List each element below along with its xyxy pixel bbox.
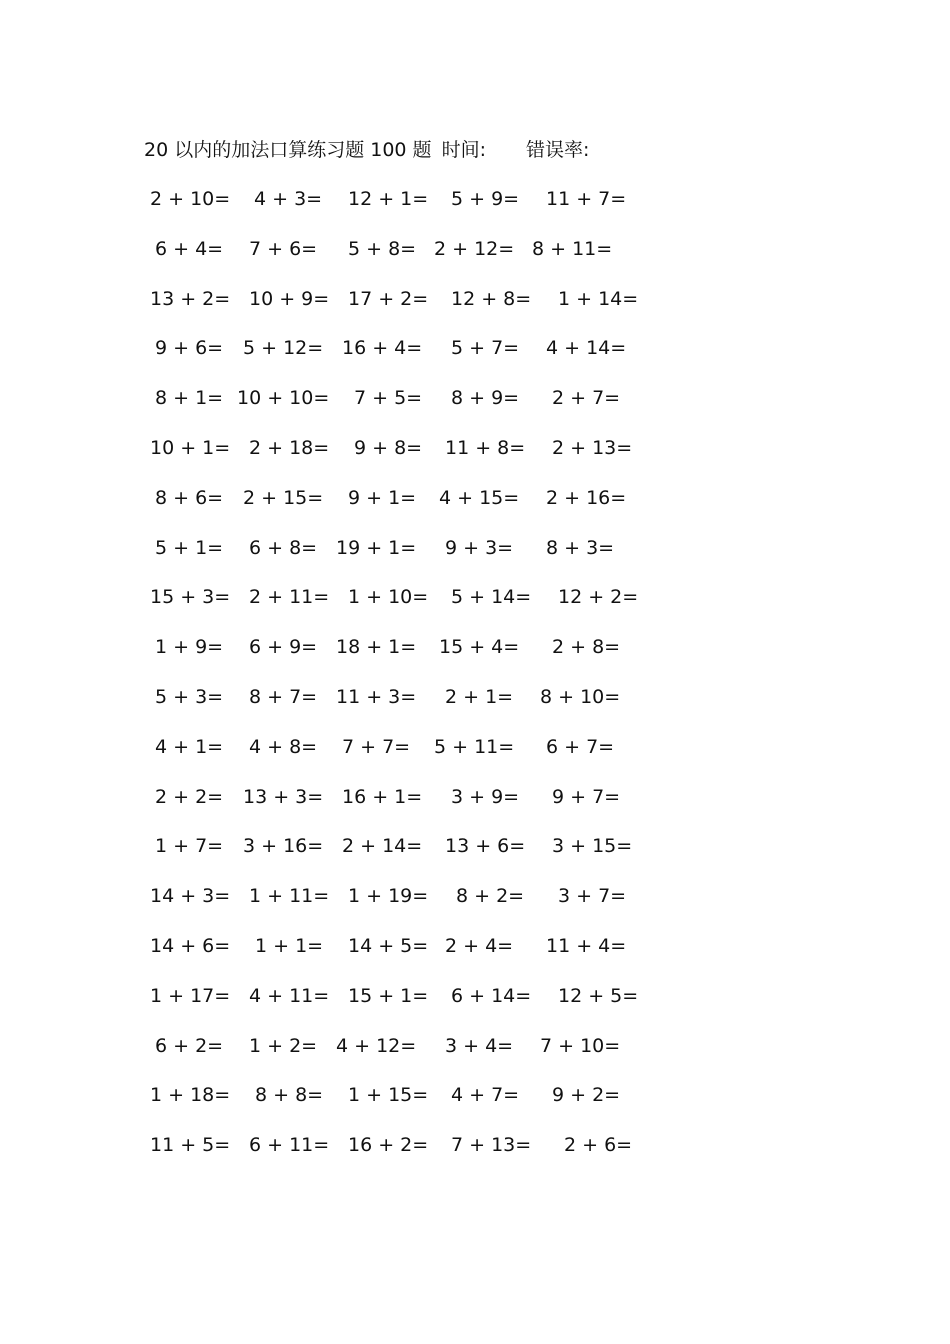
problem-row: [150, 1082, 630, 1132]
problem-cell: 3 + 9=: [451, 785, 520, 808]
problem-cell: 15 + 3=: [150, 586, 231, 609]
problem-cell: 2 + 2=: [155, 785, 224, 808]
problem-cell: 15 + 1=: [348, 984, 429, 1007]
problem-cell: 11 + 4=: [546, 934, 627, 957]
problem-cell: 13 + 3=: [243, 785, 324, 808]
problem-cell: 8 + 9=: [451, 387, 520, 410]
problem-cell: 10 + 1=: [150, 436, 231, 459]
problem-cell: 4 + 11=: [249, 984, 330, 1007]
problem-cell: 4 + 7=: [451, 1084, 520, 1107]
problem-cell: 2 + 18=: [249, 436, 330, 459]
problem-cell: 1 + 7=: [155, 835, 224, 858]
problem-cell: 6 + 7=: [546, 735, 615, 758]
problem-cell: 3 + 16=: [243, 835, 324, 858]
problem-cell: 6 + 9=: [249, 636, 318, 659]
problem-cell: 12 + 2=: [558, 586, 639, 609]
problem-row: [150, 734, 630, 784]
problem-cell: 1 + 10=: [348, 586, 429, 609]
problem-cell: 2 + 4=: [445, 934, 514, 957]
problem-cell: 4 + 8=: [249, 735, 318, 758]
problem-cell: 2 + 7=: [552, 387, 621, 410]
problem-cell: 14 + 6=: [150, 934, 231, 957]
problem-cell: 9 + 3=: [445, 536, 514, 559]
problem-cell: 6 + 11=: [249, 1134, 330, 1157]
problem-cell: 13 + 2=: [150, 287, 231, 310]
problem-cell: 7 + 10=: [540, 1034, 621, 1057]
problem-cell: 5 + 8=: [348, 237, 417, 260]
problem-cell: 2 + 1=: [445, 685, 514, 708]
problem-cell: 5 + 11=: [434, 735, 515, 758]
problem-cell: 2 + 10=: [150, 188, 231, 210]
problem-row: [150, 634, 630, 684]
problem-cell: 8 + 2=: [456, 885, 525, 908]
problem-cell: 1 + 11=: [249, 885, 330, 908]
problem-row: [150, 236, 630, 286]
problem-cell: 8 + 11=: [532, 237, 613, 260]
problem-row: [150, 584, 639, 634]
problem-cell: 11 + 8=: [445, 436, 526, 459]
worksheet-header: [144, 137, 589, 163]
problem-cell: 5 + 3=: [155, 685, 224, 708]
problem-row: [150, 684, 630, 734]
problem-row: [150, 833, 633, 883]
problem-cell: 8 + 10=: [540, 685, 621, 708]
problem-cell: 8 + 7=: [249, 685, 318, 708]
problem-row: [150, 983, 639, 1033]
problem-cell: 7 + 7=: [342, 735, 411, 758]
problem-cell: 10 + 9=: [249, 287, 330, 310]
problem-cell: 1 + 18=: [150, 1084, 231, 1107]
problem-cell: 12 + 5=: [558, 984, 639, 1007]
problem-cell: 6 + 4=: [155, 237, 224, 260]
problem-row: [150, 784, 630, 834]
problem-row: [150, 883, 630, 933]
problem-cell: 1 + 17=: [150, 984, 231, 1007]
problem-grid: [150, 186, 639, 1182]
problem-cell: 3 + 7=: [558, 885, 627, 908]
problem-cell: 11 + 3=: [336, 685, 417, 708]
problem-row: [150, 535, 630, 585]
problem-cell: 1 + 19=: [348, 885, 429, 908]
problem-cell: 1 + 2=: [249, 1034, 318, 1057]
problem-cell: 19 + 1=: [336, 536, 417, 559]
problem-cell: 6 + 2=: [155, 1034, 224, 1057]
problem-cell: 1 + 1=: [255, 934, 324, 957]
problem-cell: 5 + 14=: [451, 586, 532, 609]
problem-cell: 6 + 14=: [451, 984, 532, 1007]
problem-row: [150, 286, 639, 336]
problem-cell: 17 + 2=: [348, 287, 429, 310]
problem-row: [150, 1132, 633, 1182]
problem-cell: 3 + 4=: [445, 1034, 514, 1057]
problem-cell: 2 + 14=: [342, 835, 423, 858]
problem-cell: 11 + 5=: [150, 1134, 231, 1157]
problem-cell: 14 + 5=: [348, 934, 429, 957]
problem-cell: 8 + 1=: [155, 387, 224, 410]
problem-row: [150, 1033, 630, 1083]
problem-row: [150, 933, 630, 983]
problem-cell: 1 + 15=: [348, 1084, 429, 1107]
error-rate-label: 错误率:: [525, 139, 590, 161]
problem-cell: 9 + 6=: [155, 337, 224, 360]
problem-row: [150, 186, 630, 236]
time-label: 时间:: [441, 139, 486, 161]
problem-cell: 2 + 15=: [243, 486, 324, 509]
problem-cell: 9 + 8=: [354, 436, 423, 459]
problem-cell: 9 + 7=: [552, 785, 621, 808]
problem-cell: 9 + 2=: [552, 1084, 621, 1107]
problem-cell: 5 + 12=: [243, 337, 324, 360]
problem-cell: 7 + 13=: [451, 1134, 532, 1157]
problem-cell: 4 + 15=: [439, 486, 520, 509]
problem-cell: 1 + 14=: [558, 287, 639, 310]
problem-cell: 8 + 8=: [255, 1084, 324, 1107]
problem-cell: 15 + 4=: [439, 636, 520, 659]
problem-cell: 2 + 12=: [434, 237, 515, 260]
problem-cell: 8 + 6=: [155, 486, 224, 509]
problem-cell: 2 + 13=: [552, 436, 633, 459]
problem-cell: 4 + 1=: [155, 735, 224, 758]
problem-cell: 14 + 3=: [150, 885, 231, 908]
problem-cell: 5 + 1=: [155, 536, 224, 559]
problem-cell: 1 + 9=: [155, 636, 224, 659]
problem-cell: 2 + 11=: [249, 586, 330, 609]
problem-cell: 4 + 12=: [336, 1034, 417, 1057]
problem-cell: 8 + 3=: [546, 536, 615, 559]
problem-cell: 7 + 6=: [249, 237, 318, 260]
problem-cell: 18 + 1=: [336, 636, 417, 659]
problem-cell: 16 + 1=: [342, 785, 423, 808]
problem-cell: 2 + 16=: [546, 486, 627, 509]
problem-cell: 13 + 6=: [445, 835, 526, 858]
problem-row: [150, 385, 630, 435]
problem-row: [150, 435, 633, 485]
problem-cell: 2 + 8=: [552, 636, 621, 659]
problem-cell: 10 + 10=: [237, 387, 330, 410]
problem-cell: 9 + 1=: [348, 486, 417, 509]
problem-cell: 5 + 9=: [451, 188, 520, 210]
problem-cell: 3 + 15=: [552, 835, 633, 858]
problem-cell: 4 + 3=: [254, 188, 323, 210]
problem-cell: 16 + 2=: [348, 1134, 429, 1157]
problem-cell: 4 + 14=: [546, 337, 627, 360]
problem-cell: 5 + 7=: [451, 337, 520, 360]
problem-cell: 16 + 4=: [342, 337, 423, 360]
problem-cell: 12 + 1=: [348, 188, 429, 210]
problem-cell: 6 + 8=: [249, 536, 318, 559]
problem-row: [150, 335, 630, 385]
problem-row: [150, 485, 630, 535]
worksheet-title: 20 以内的加法口算练习题 100 题: [144, 139, 432, 161]
problem-cell: 12 + 8=: [451, 287, 532, 310]
problem-cell: 11 + 7=: [546, 188, 627, 210]
problem-cell: 7 + 5=: [354, 387, 423, 410]
problem-cell: 2 + 6=: [564, 1134, 633, 1157]
